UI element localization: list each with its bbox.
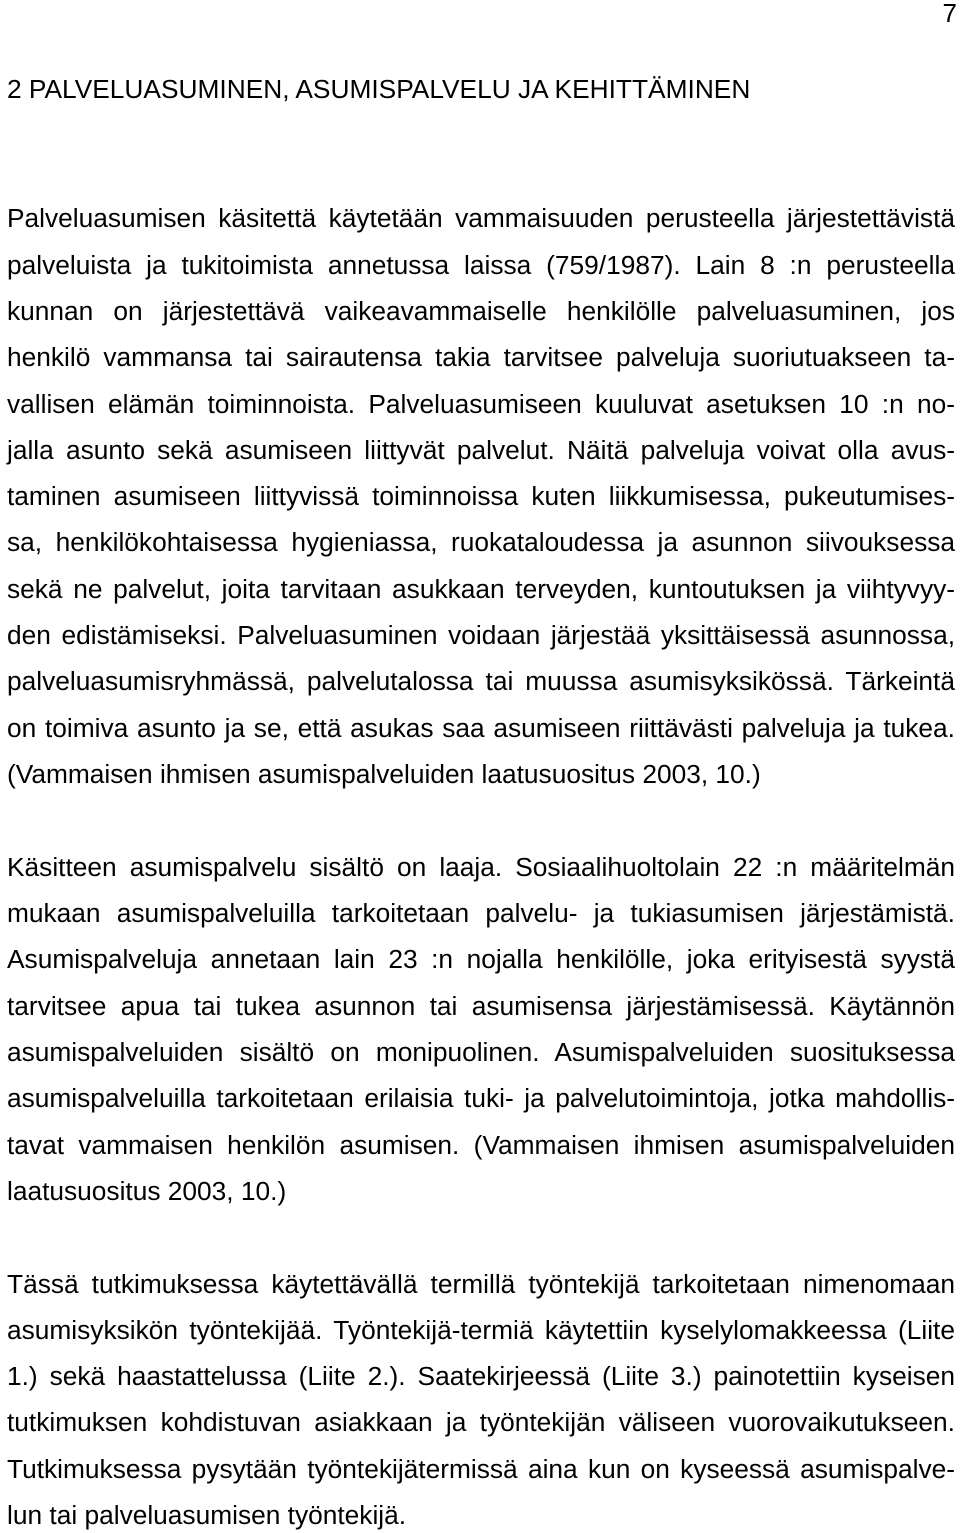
paragraph-line: asumispalveluiden sisältö on monipuolinen. Asumispalveluiden suosituksessa <box>7 1036 955 1067</box>
paragraph-line: henkilö vammansa tai sairautensa takia tarvitsee palveluja suoriutuakseen ta- <box>7 342 955 373</box>
paragraph-line: Tutkimuksessa pysytään työntekijätermissä aina kun on kyseessä asumispalve- <box>7 1453 955 1484</box>
page-number: 7 <box>942 0 957 28</box>
body-paragraph <box>7 850 955 1208</box>
paragraph-line: Tässä tutkimuksessa käytettävällä termillä työntekijä tarkoitetaan nimenomaan <box>7 1268 955 1299</box>
paragraph-line: 1.) sekä haastattelussa (Liite 2.). Saatekirjeessä (Liite 3.) painotettiin kyseisen <box>7 1361 955 1392</box>
paragraph-line: vallisen elämän toiminnoista. Palveluasumiseen kuuluvat asetuksen 10 :n no- <box>7 388 955 419</box>
paragraph-line: on toimiva asunto ja se, että asukas saa asumiseen riittävästi palveluja ja tukea. <box>7 712 955 743</box>
paragraph-line: (Vammaisen ihmisen asumispalveluiden laatusuositus 2003, 10.) <box>7 759 761 790</box>
paragraph-line: asumispalveluilla tarkoitetaan erilaisia tuki- ja palvelutoimintoja, jotka mahdollis- <box>7 1083 955 1114</box>
paragraph-line: taminen asumiseen liittyvissä toiminnoissa kuten liikkumisessa, pukeutumises- <box>7 481 955 512</box>
paragraph-line: sekä ne palvelut, joita tarvitaan asukkaan terveyden, kuntoutuksen ja viihtyvyy- <box>7 573 955 604</box>
paragraph-line: Asumispalveluja annetaan lain 23 :n nojalla henkilölle, joka erityisestä syystä <box>7 944 955 975</box>
paragraph-line: den edistämiseksi. Palveluasuminen voidaan järjestää yksittäisessä asunnossa, <box>7 620 955 651</box>
paragraph-line: Palveluasumisen käsitettä käytetään vammaisuuden perusteella järjestettävistä <box>7 203 955 234</box>
paragraph-line: tutkimuksen kohdistuvan asiakkaan ja työntekijän väliseen vuorovaikutukseen. <box>7 1407 955 1438</box>
paragraph-line: Käsitteen asumispalvelu sisältö on laaja. Sosiaalihuoltolain 22 :n määritelmän <box>7 851 955 882</box>
paragraph-line: asumisyksikön työntekijää. Työntekijä-termiä käytettiin kyselylomakkeessa (Liite <box>7 1314 955 1345</box>
paragraph-line: palveluasumisryhmässä, palvelutalossa tai muussa asumisyksikössä. Tärkeintä <box>7 666 955 697</box>
paragraph-line: mukaan asumispalveluilla tarkoitetaan palvelu- ja tukiasumisen järjestämistä. <box>7 898 955 928</box>
paragraph-line: sa, henkilökohtaisessa hygieniassa, ruokataloudessa ja asunnon siivouksessa <box>7 527 955 558</box>
paragraph-line: tavat vammaisen henkilön asumisen. (Vammaisen ihmisen asumispalveluiden <box>7 1129 955 1160</box>
paragraph-line: lun tai palveluasumisen työntekijä. <box>7 1500 407 1531</box>
paragraph-line: kunnan on järjestettävä vaikeavammaiselle henkilölle palveluasuminen, jos <box>7 295 955 326</box>
paragraph-line: palveluista ja tukitoimista annetussa laissa (759/1987). Lain 8 :n perusteella <box>7 249 955 280</box>
section-heading: 2 PALVELUASUMINEN, ASUMISPALVELU JA KEHITTÄMINEN <box>7 74 751 104</box>
paragraph-line: tarvitsee apua tai tukea asunnon tai asumisensa järjestämisessä. Käytännön <box>7 990 955 1021</box>
paragraph-line: laatusuositus 2003, 10.) <box>7 1175 287 1206</box>
body-paragraph <box>7 201 955 791</box>
body-paragraph <box>7 1267 955 1533</box>
paragraph-line: jalla asunto sekä asumiseen liittyvät palvelut. Näitä palveluja voivat olla avus- <box>7 434 955 465</box>
